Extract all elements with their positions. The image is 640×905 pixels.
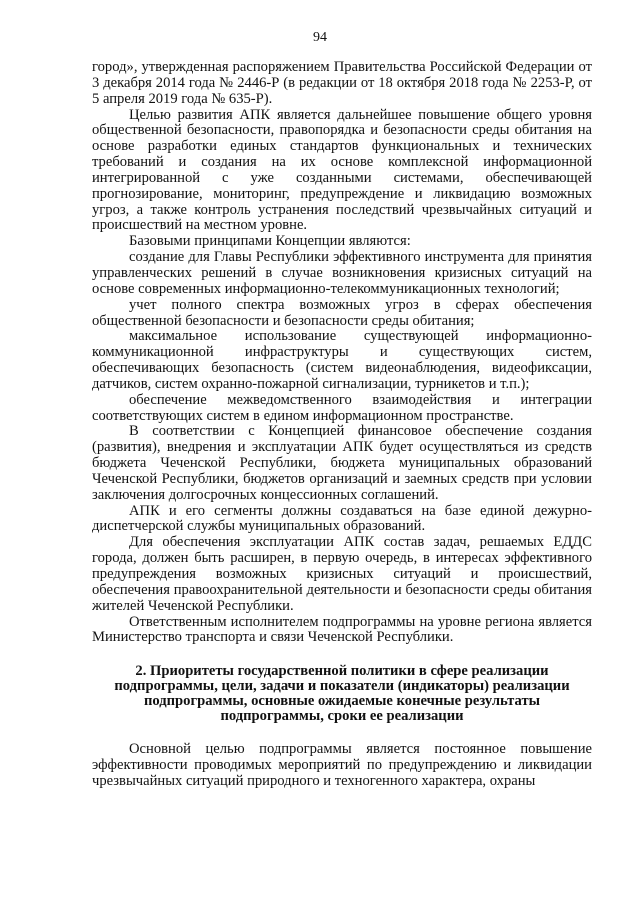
section-heading [92, 664, 592, 724]
paragraph-main-goal: Основной целью подпрограммы является постоянное повышение эффективности проводимых мероприятий по предупреждению и ликвидации чрезвычайных ситуаций природного и техногенного характера, охраны [92, 741, 592, 789]
page-number: 94 [313, 30, 327, 45]
paragraph-principle-1: создание для Главы Республики эффективного инструмента для принятия управленческих решений в случае возникновения кризисных ситуаций на основе современных информационно-телекоммуникационных технологий; [92, 249, 592, 297]
paragraph-apk-goal: Целью развития АПК является дальнейшее повышение общего уровня общественной безопасности, правопорядка и безопасности среды обитания на основе разработки единых стандартов функциональных и технических требований и создания на их основе комплексной информационной интегрированной с уже созданными системами, обеспечивающей прогнозирование, мониторинг, предупреждение и ликвидацию возможных угроз, а также контроль устранения последствий чрезвычайных ситуаций и происшествий на местном уровне. [92, 106, 592, 234]
paragraph-financing: В соответствии с Концепцией финансовое обеспечение создания (развития), внедрения и эксплуатации АПК будет осуществляться из средств бюджета Чеченской Республики, бюджета муниципальных образований Чеченской Республики, бюджетов организаций и заемных средств при условии заключения долгосрочных концессионных соглашений. [92, 423, 592, 503]
section-heading-line: 2. Приоритеты государственной политики в сфере реализации [135, 663, 549, 680]
paragraph-continuation: город», утвержденная распоряжением Правительства Российской Федерации от 3 декабря 2014 года № 2446-Р (в редакции от 18 октября 2018 года № 2253-Р, от 5 апреля 2019 года № 635-Р). [92, 59, 592, 107]
paragraph-principles-intro: Базовыми принципами Концепции являются: [129, 233, 411, 250]
paragraph-principle-3: максимальное использование существующей информационно-коммуникационной инфраструктуры и существующих систем, обеспечивающих безопасность (систем видеонаблюдения, видеофиксации, датчиков, систем охранно-пожарной сигнализации, турникетов и т.п.); [92, 328, 592, 392]
document-body [92, 60, 592, 790]
section-heading-line: подпрограммы, основные ожидаемые конечные результаты [143, 693, 541, 710]
paragraph-segments: АПК и его сегменты должны создаваться на базе единой дежурно-диспетчерской службы муниципальных образований. [92, 502, 592, 535]
section-heading-line: подпрограммы, цели, задачи и показатели (индикаторы) реализации [114, 678, 570, 695]
paragraph-principle-2: учет полного спектра возможных угроз в сферах обеспечения общественной безопасности и безопасности среды обитания; [92, 296, 592, 329]
paragraph-edds-tasks: Для обеспечения эксплуатации АПК состав задач, решаемых ЕДДС города, должен быть расширен, в первую очередь, в интересах эффективного предупреждения возможных кризисных ситуаций и происшествий, обеспечения правоохранительной деятельности и безопасности среды обитания жителей Чеченской Республики. [92, 534, 592, 614]
paragraph-responsible: Ответственным исполнителем подпрограммы на уровне региона является Министерство транспорта и связи Чеченской Республики. [92, 613, 592, 646]
section-heading-line: подпрограммы, сроки ее реализации [220, 708, 464, 725]
paragraph-principle-4: обеспечение межведомственного взаимодействия и интеграции соответствующих систем в едином информационном пространстве. [92, 391, 592, 424]
